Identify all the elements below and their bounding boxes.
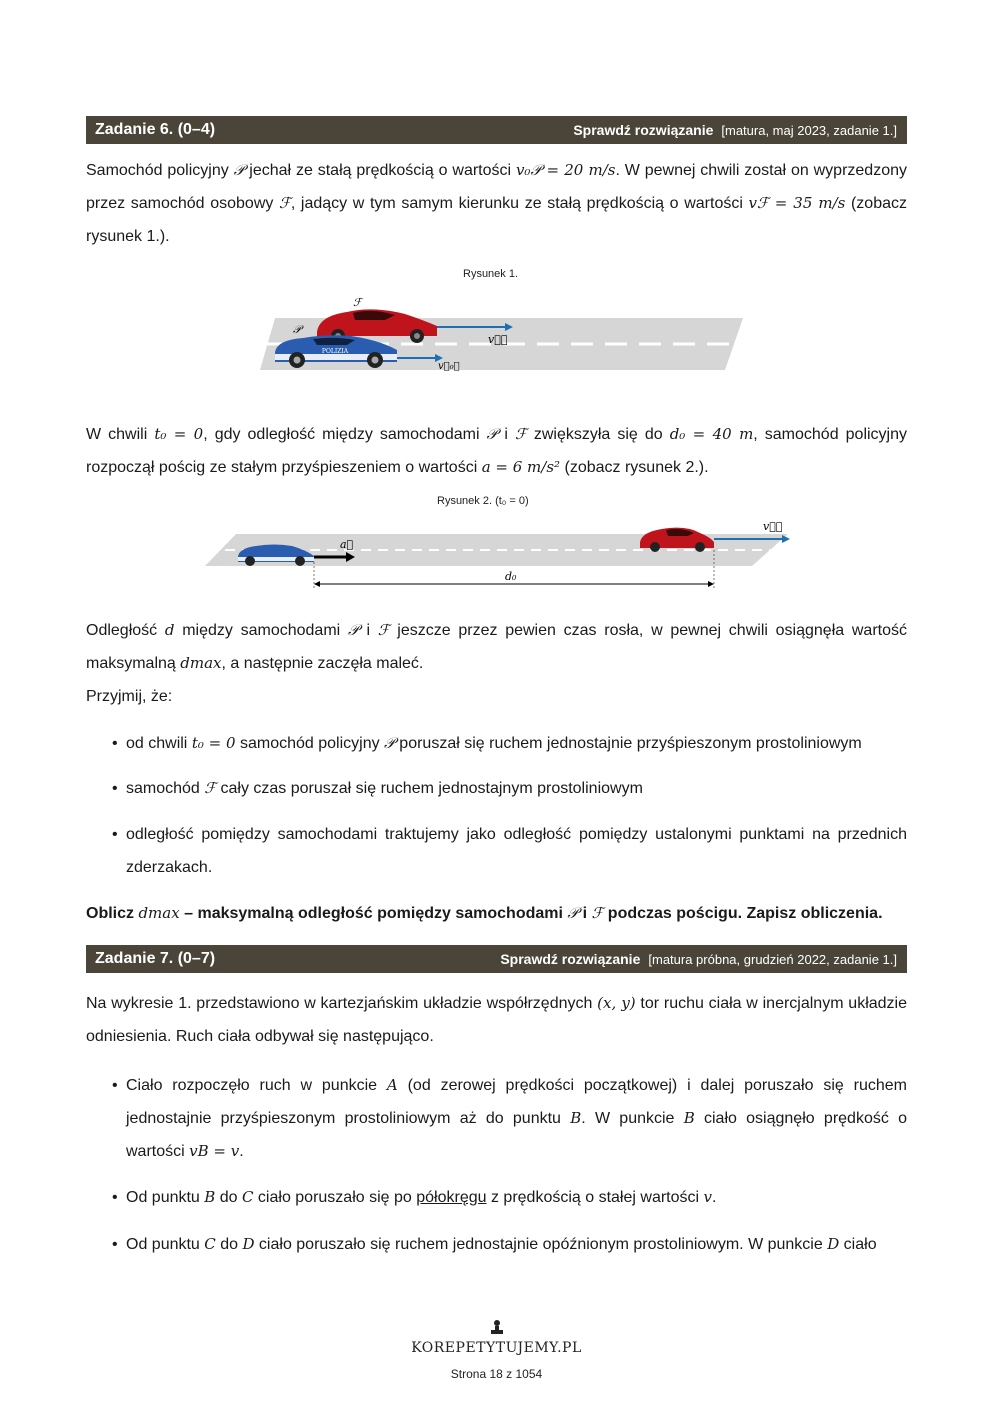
task6-paragraph-1: Samochód policyjny 𝒫 jechał ze stałą prędkością o wartości v₀𝒫 = 20 m/s. W pewnej chwili został on wyprzedzony przez samochód osobowy ℱ, jadący w tym samym kierunku ze stałą prędkością o wartości vℱ = 35 m/s (zobacz rysunek 1.).: [86, 161, 908, 245]
task7-bullet-3: • Od punktu C do D ciało poruszało się ruchem jednostajnie opóźnionym prostoliniowym. W punkcie D ciało: [112, 1235, 877, 1253]
figure2-d0-label: d₀: [505, 570, 517, 583]
figure2-vec-F-label: v⃗ℱ: [763, 520, 783, 533]
task7-check-solution-link[interactable]: Sprawdź rozwiązanie: [500, 951, 641, 967]
task7-bullet-1: • Ciało rozpoczęło ruch w punkcie A (od zerowej prędkości początkowej) i dalej poruszało się ruchem jednostajnie przyśpieszonym prostoliniowym aż do punktu B. W punkcie B ciało osiągnęło prędkość o wartości vB = v.: [112, 1076, 908, 1160]
task6-assume: Przyjmij, że:: [86, 688, 173, 705]
figure1-police-text: POLIZIA: [321, 348, 349, 355]
figure1-vec-F-label: v⃗ℱ: [488, 333, 508, 346]
figure1-vec-P-label: v⃗₀𝒫: [438, 361, 460, 372]
task6-paragraph-2: W chwili t₀ = 0, gdy odległość między samochodami 𝒫 i ℱ zwiększyła się do d₀ = 40 m, samochód policyjny rozpoczął pościg ze stałym przyśpieszeniem o wartości a = 6 m/s² (zobacz rysunek 2.).: [86, 425, 908, 476]
task6-question: Oblicz dmax – maksymalną odległość pomiędzy samochodami 𝒫 i ℱ podczas pościgu. Zapisz obliczenia.: [86, 904, 883, 922]
figure1-label-P: 𝒫: [293, 323, 301, 336]
task6-title: Zadanie 6. (0–4): [95, 121, 216, 138]
teacher-icon: [488, 1318, 506, 1336]
figure1: [255, 292, 755, 382]
task6-source: [matura, maj 2023, zadanie 1.]: [721, 123, 897, 138]
task7-title: Zadanie 7. (0–7): [95, 950, 216, 967]
figure1-caption: Rysunek 1.: [463, 268, 519, 280]
task7-header: [86, 945, 907, 973]
task6-bullet-2: • samochód ℱ cały czas poruszał się ruchem jednostajnym prostoliniowym: [112, 779, 643, 797]
footer-logo: [0, 1318, 993, 1341]
task6-paragraph-3: Odległość d między samochodami 𝒫 i ℱ jeszcze przez pewien czas rosła, w pewnej chwili osiągnęła wartość maksymalną dmax, a następnie zaczęła maleć.: [86, 621, 907, 672]
semicircle-underlined-term: półokręgu: [416, 1189, 487, 1206]
figure2-vec-a-label: a⃗: [340, 538, 354, 551]
task7-paragraph-1: Na wykresie 1. przedstawiono w kartezjańskim układzie współrzędnych (x, y) tor ruchu ciała w inercjalnym układzie odniesienia. Ruch ciała odbywał się następująco.: [86, 994, 907, 1045]
footer-brand[interactable]: KOREPETYTUJEMY.PL: [411, 1340, 582, 1356]
task6-bullet-1: • od chwili t₀ = 0 samochód policyjny 𝒫 poruszał się ruchem jednostajnie przyśpieszonym prostoliniowym: [112, 734, 862, 752]
task6-header: [86, 116, 907, 144]
figure2-caption: Rysunek 2. (t₀ = 0): [437, 495, 529, 507]
task6-bullet-3: • odległość pomiędzy samochodami traktujemy jako odległość pomiędzy ustalonymi punktami na przednich zderzakach.: [112, 826, 907, 876]
task7-source: [matura próbna, grudzień 2022, zadanie 1.]: [648, 952, 897, 967]
task6-check-solution-link[interactable]: Sprawdź rozwiązanie: [573, 122, 714, 138]
task7-bullet-2: • Od punktu B do C ciało poruszało się po półokręgu z prędkością o stałej wartości v.: [112, 1188, 717, 1206]
page-number: Strona 18 z 1054: [450, 1367, 543, 1381]
figure2: [200, 512, 800, 592]
figure1-label-F: ℱ: [353, 296, 362, 309]
